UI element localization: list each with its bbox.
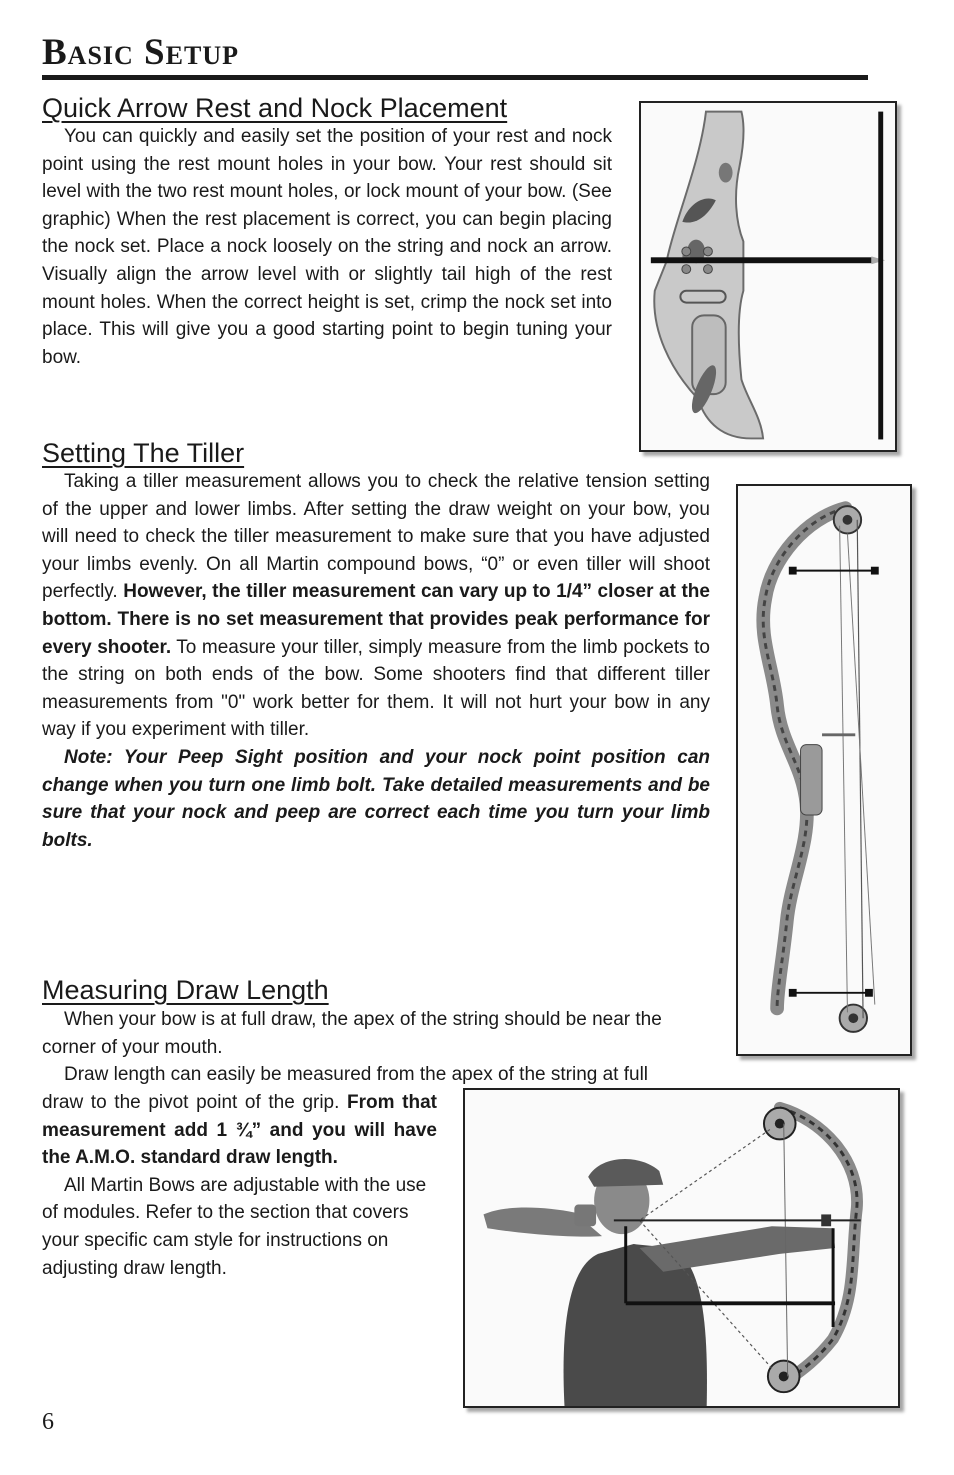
draw-body-2-cont: draw to the pivot point of the grip. <box>42 1092 348 1113</box>
draw-body-3: All Martin Bows are adjustable with the use of modules. Refer to the section that covers your specific cam style for instructions on adjusting draw length. <box>42 1174 427 1279</box>
rest-body: You can quickly and easily set the position of your rest and nock point using the rest mount holes in your bow. Your rest should sit level with the two rest mount holes, or lock mount of your bow. (See graphic) When the rest placement is correct, you can begin placing the nock set. Place a nock loosely on the string and nock an arrow. Visually align the arrow level with or slightly tail high of the rest mount holes. When the correct height is set, crimp the nock set into place. This will give you a good starting point to begin tuning your bow. <box>42 126 612 368</box>
archer-full-draw-icon <box>465 1090 898 1406</box>
tiller-body-2: To measure your tiller, simply measure from the limb pockets to the string on both ends of the bow. Some shooters find that different tiller measurements from "0" work better for them. It will not hurt your bow in any way if you experiment with tiller. <box>42 636 711 741</box>
page-number: 6 <box>42 1409 54 1435</box>
tiller-figure <box>736 484 912 1056</box>
draw-figure <box>463 1088 900 1408</box>
draw-body-2-bold: From that measurement add 1 ¾” and you will have the A.M.O. standard draw length. <box>42 1092 437 1169</box>
draw-paragraph-2 <box>42 1089 437 1282</box>
tiller-body-1: Taking a tiller measurement allows you to check the relative tension setting of the upper and lower limbs. After setting the draw weight on your bow, you will need to check the tiller measurement to make sure that you have adjusted your limbs evenly. On all Martin compound bows, “0” or even tiller will shoot perfectly. <box>42 471 710 603</box>
draw-paragraph-1 <box>42 1006 710 1089</box>
tiller-body <box>42 468 710 744</box>
tiller-body-bold: However, the tiller measurement can vary up to 1/4” closer at the bottom. There is no set measurement that provides peak performance for every shooter. <box>42 581 710 658</box>
rest-paragraph <box>42 123 612 371</box>
tiller-note <box>42 744 710 854</box>
draw-body-1: When your bow is at full draw, the apex of the string should be near the corner of your mouth. <box>42 1009 662 1058</box>
bow-riser-rest-mount-icon <box>641 103 895 450</box>
section-heading-draw: Measuring Draw Length <box>42 975 329 1005</box>
page-title: Basic Setup <box>42 32 239 73</box>
title-rule <box>42 75 868 80</box>
tiller-note-text: Note: Your Peep Sight position and your nock point position can change when you turn one limb bolt. Take detailed measurements and be sure that your nock and peep are correct each time you turn your limb bolts. <box>42 746 710 851</box>
section-heading-rest: Quick Arrow Rest and Nock Placement <box>42 93 508 123</box>
tiller-paragraph <box>42 468 710 854</box>
draw-body-2-line: Draw length can easily be measured from the apex of the string at full <box>64 1064 649 1086</box>
compound-bow-tiller-icon <box>738 486 910 1054</box>
riser-figure <box>639 101 897 452</box>
draw-body-2 <box>42 1089 437 1172</box>
section-heading-tiller: Setting The Tiller <box>42 438 245 468</box>
